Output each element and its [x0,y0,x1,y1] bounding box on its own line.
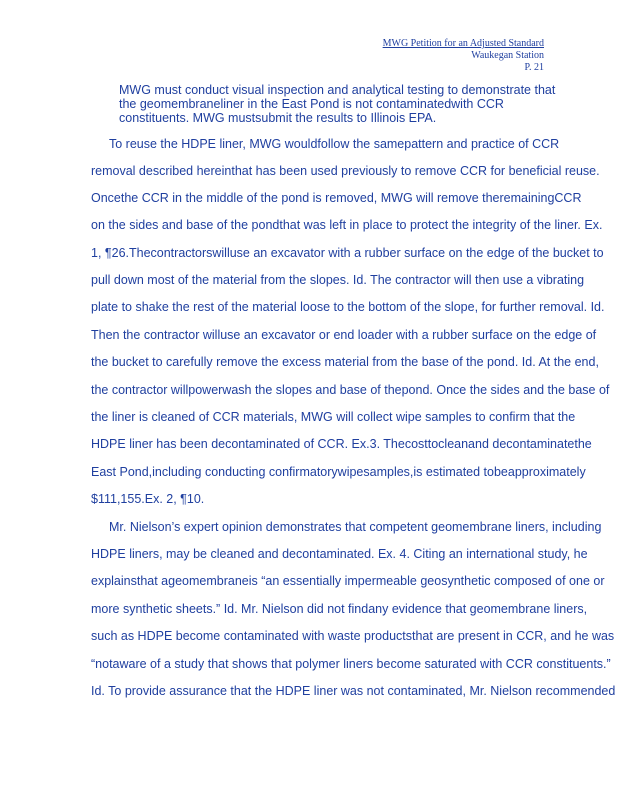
paragraph-line: explainsthat ageomembraneis “an essentially impermeable geosynthetic composed of one or [91,574,605,588]
header-station: Waukegan Station [471,50,544,61]
paragraph-line: 1, ¶26.Thecontractorswilluse an excavator with a rubber surface on the edge of the bucket to [91,246,604,260]
paragraph-line: Oncethe CCR in the middle of the pond is removed, MWG will remove theremainingCCR [91,191,582,205]
paragraph-line: East Pond,including conducting confirmatorywipesamples,is estimated tobeapproximately [91,465,586,479]
header-page-number: P. 21 [524,62,544,73]
paragraph-line: such as HDPE become contaminated with waste productsthat are present in CCR, and he was [91,629,615,643]
paragraph-line: more synthetic sheets.” Id. Mr. Nielson did not findany evidence that geomembrane liners, [91,602,588,616]
paragraph-line: HDPE liner has been decontaminated of CCR. Ex.3. Thecosttocleanand decontaminatethe [91,437,592,451]
quote-line: the geomembraneliner in the East Pond is not contaminatedwith CCR [119,97,504,111]
paragraph-line: the bucket to carefully remove the excess material from the base of the pond. Id. At the end, [91,355,599,369]
quote-line: MWG must conduct visual inspection and analytical testing to demonstrate that [119,83,556,97]
paragraph-line: plate to shake the rest of the material loose to the bottom of the slope, for further removal. Id. [91,300,605,314]
paragraph-line: on the sides and base of the pondthat was left in place to protect the integrity of the liner. Ex. [91,218,603,232]
paragraph-line: $111,155.Ex. 2, ¶10. [91,492,205,506]
paragraph-line: removal described hereinthat has been used previously to remove CCR for beneficial reuse. [91,164,600,178]
paragraph-line: Mr. Nielson’s expert opinion demonstrates that competent geomembrane liners, including [109,520,602,534]
paragraph-line: “notaware of a study that shows that polymer liners become saturated with CCR constituents.” [91,657,611,671]
paragraph-line: Id. To provide assurance that the HDPE liner was not contaminated, Mr. Nielson recommended [91,684,616,698]
paragraph-line: the liner is cleaned of CCR materials, MWG will collect wipe samples to confirm that the [91,410,576,424]
paragraph-line: the contractor willpowerwash the slopes and base of thepond. Once the sides and the base of [91,383,610,397]
paragraph-line: To reuse the HDPE liner, MWG wouldfollow the samepattern and practice of CCR [109,137,560,151]
quote-line: constituents. MWG mustsubmit the results to Illinois EPA. [119,111,437,125]
paragraph-line: HDPE liners, may be cleaned and decontaminated. Ex. 4. Citing an international study, he [91,547,588,561]
paragraph-line: Then the contractor willuse an excavator or end loader with a rubber surface on the edge of [91,328,597,342]
header-title: MWG Petition for an Adjusted Standard [382,38,544,49]
paragraph-line: pull down most of the material from the slopes. Id. The contractor will then use a vibrating [91,273,585,287]
